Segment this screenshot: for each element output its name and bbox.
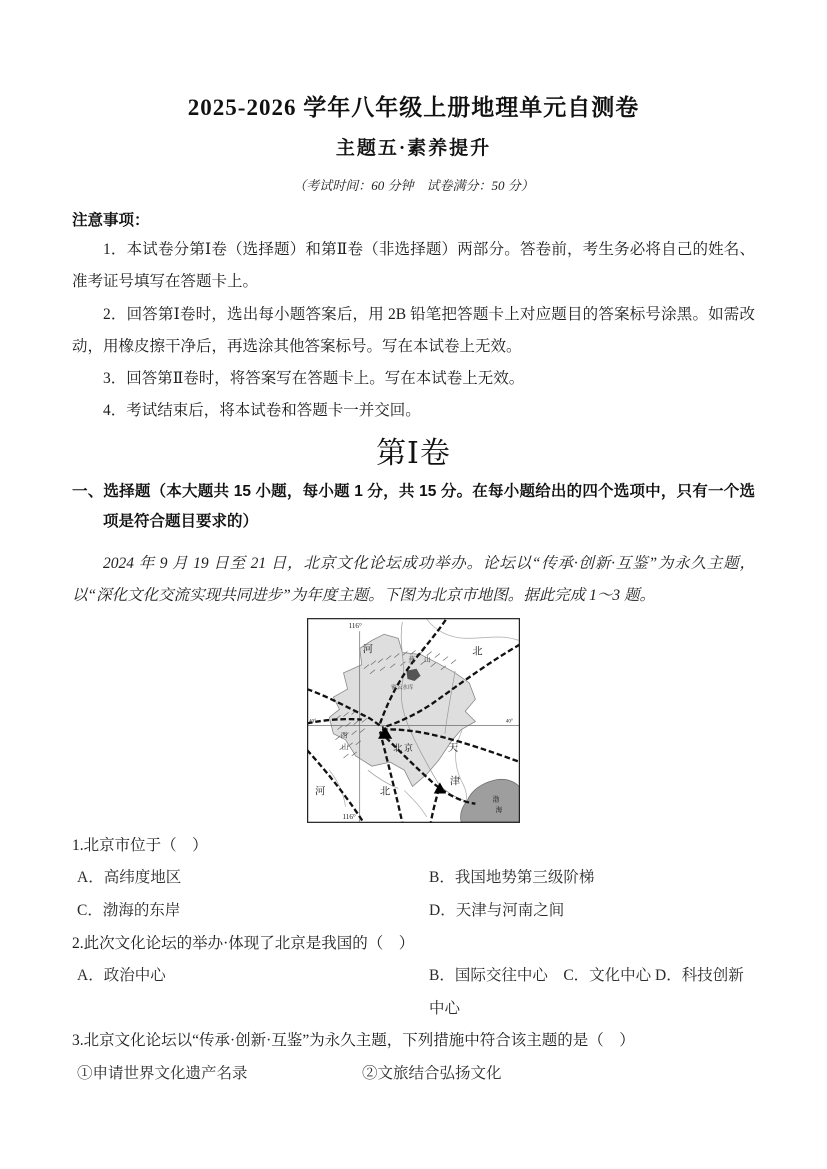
notice-heading: 注意事项：	[72, 212, 150, 230]
map-label-bohai-1: 渤	[492, 796, 500, 804]
question-1-option-d: D．天津与河南之间	[429, 901, 565, 919]
bohai-sea	[461, 779, 520, 822]
map-label-xishan-2: 山	[341, 742, 349, 751]
notice-item-1: 1．本试卷分第Ⅰ卷（选择题）和第Ⅱ卷（非选择题）两部分。答卷前，考生务必将自己的姓名、准考证号填写在答题卡上。	[72, 241, 755, 291]
question-3-item-1: ①申请世界文化遗产名录	[77, 1064, 248, 1082]
question-1-options-row-1	[72, 862, 755, 895]
map-label-bohai-2: 海	[495, 806, 503, 814]
map-label-lat-right: 40°	[505, 718, 513, 725]
question-1-stem: 1.北京市位于（ ）	[72, 836, 208, 854]
question-1-options-row-2	[72, 895, 755, 928]
map-label-hebei-top-2: 北	[472, 646, 483, 658]
map-label-lon-bottom: 116°	[342, 812, 356, 821]
question-1-option-a: A．高纬度地区	[77, 869, 182, 887]
map-label-hebei-top-1: 河	[362, 644, 373, 656]
map-label-lon-top: 116°	[348, 622, 362, 631]
question-2-option-a: A．政治中心	[77, 967, 166, 985]
notice-item-3: 3．回答第Ⅱ卷时，将答案写在答题卡上。写在本试卷上无效。	[103, 370, 525, 388]
notice-item-2: 2．回答第Ⅰ卷时，选出每小题答案后，用 2B 铅笔把答题卡上对应题目的答案标号涂黑。如需改动，用橡皮擦干净后，再选涂其他答案标号。写在本试卷上无效。	[72, 305, 755, 355]
notice-item-4: 4．考试结束后，将本试卷和答题卡一并交回。	[103, 402, 421, 420]
map-label-miyun: 密云水库	[391, 684, 414, 691]
question-3-item-2: ②文旅结合弘扬文化	[362, 1064, 502, 1082]
question-1-option-c: C．渤海的东岸	[77, 901, 181, 919]
multiple-choice-intro: 一、选择题（本大题共 15 小题，每小题 1 分，共 15 分。在每小题给出的四个选项中，只有一个选项是符合题目要求的）	[72, 483, 755, 530]
beijing-region	[329, 634, 475, 786]
exam-info: （考试时间：60 分钟 试卷满分：50 分）	[293, 177, 534, 193]
page-title: 2025-2026 学年八年级上册地理单元自测卷	[187, 95, 640, 120]
map-label-lat-left: 40°	[309, 718, 317, 725]
map-label-tianjin-1: 天	[447, 742, 459, 754]
map-label-hebei-bottom-2: 北	[380, 786, 391, 798]
map-label-hebei-bottom-1: 河	[315, 786, 326, 798]
beijing-map-figure	[307, 618, 520, 823]
question-1-option-b: B．我国地势第三级阶梯	[429, 869, 595, 887]
map-label-beijing: 北京	[393, 742, 415, 753]
question-3-items-row	[72, 1058, 755, 1091]
volume-1-heading: 第Ⅰ卷	[376, 437, 451, 471]
question-2-options-bcd: B．国际交往中心 C．文化中心 D．科技创新中心	[429, 967, 744, 1017]
map-label-xishan-1: 西	[340, 731, 348, 740]
page-subtitle: 主题五·素养提升	[335, 137, 492, 159]
map-label-tianjin-2: 津	[450, 776, 461, 788]
map-label-yanshan: 燕山	[408, 656, 440, 664]
question-3-stem: 3.北京文化论坛以“传承·创新·互鉴”为永久主题，下列措施中符合该主题的是（ ）	[72, 1032, 635, 1050]
question-passage: 2024 年 9 月 19 日至 21 日，北京文化论坛成功举办。论坛以“传承·创新·互鉴”为永久主题，以“深化文化交流实现共同进步”为年度主题。下图为北京市地图。据此完成 1～3 题。	[72, 555, 755, 605]
question-2-stem: 2.此次文化论坛的举办·体现了北京是我国的（ ）	[72, 934, 415, 952]
beijing-map	[307, 618, 520, 823]
question-2-options-row	[72, 960, 755, 1025]
